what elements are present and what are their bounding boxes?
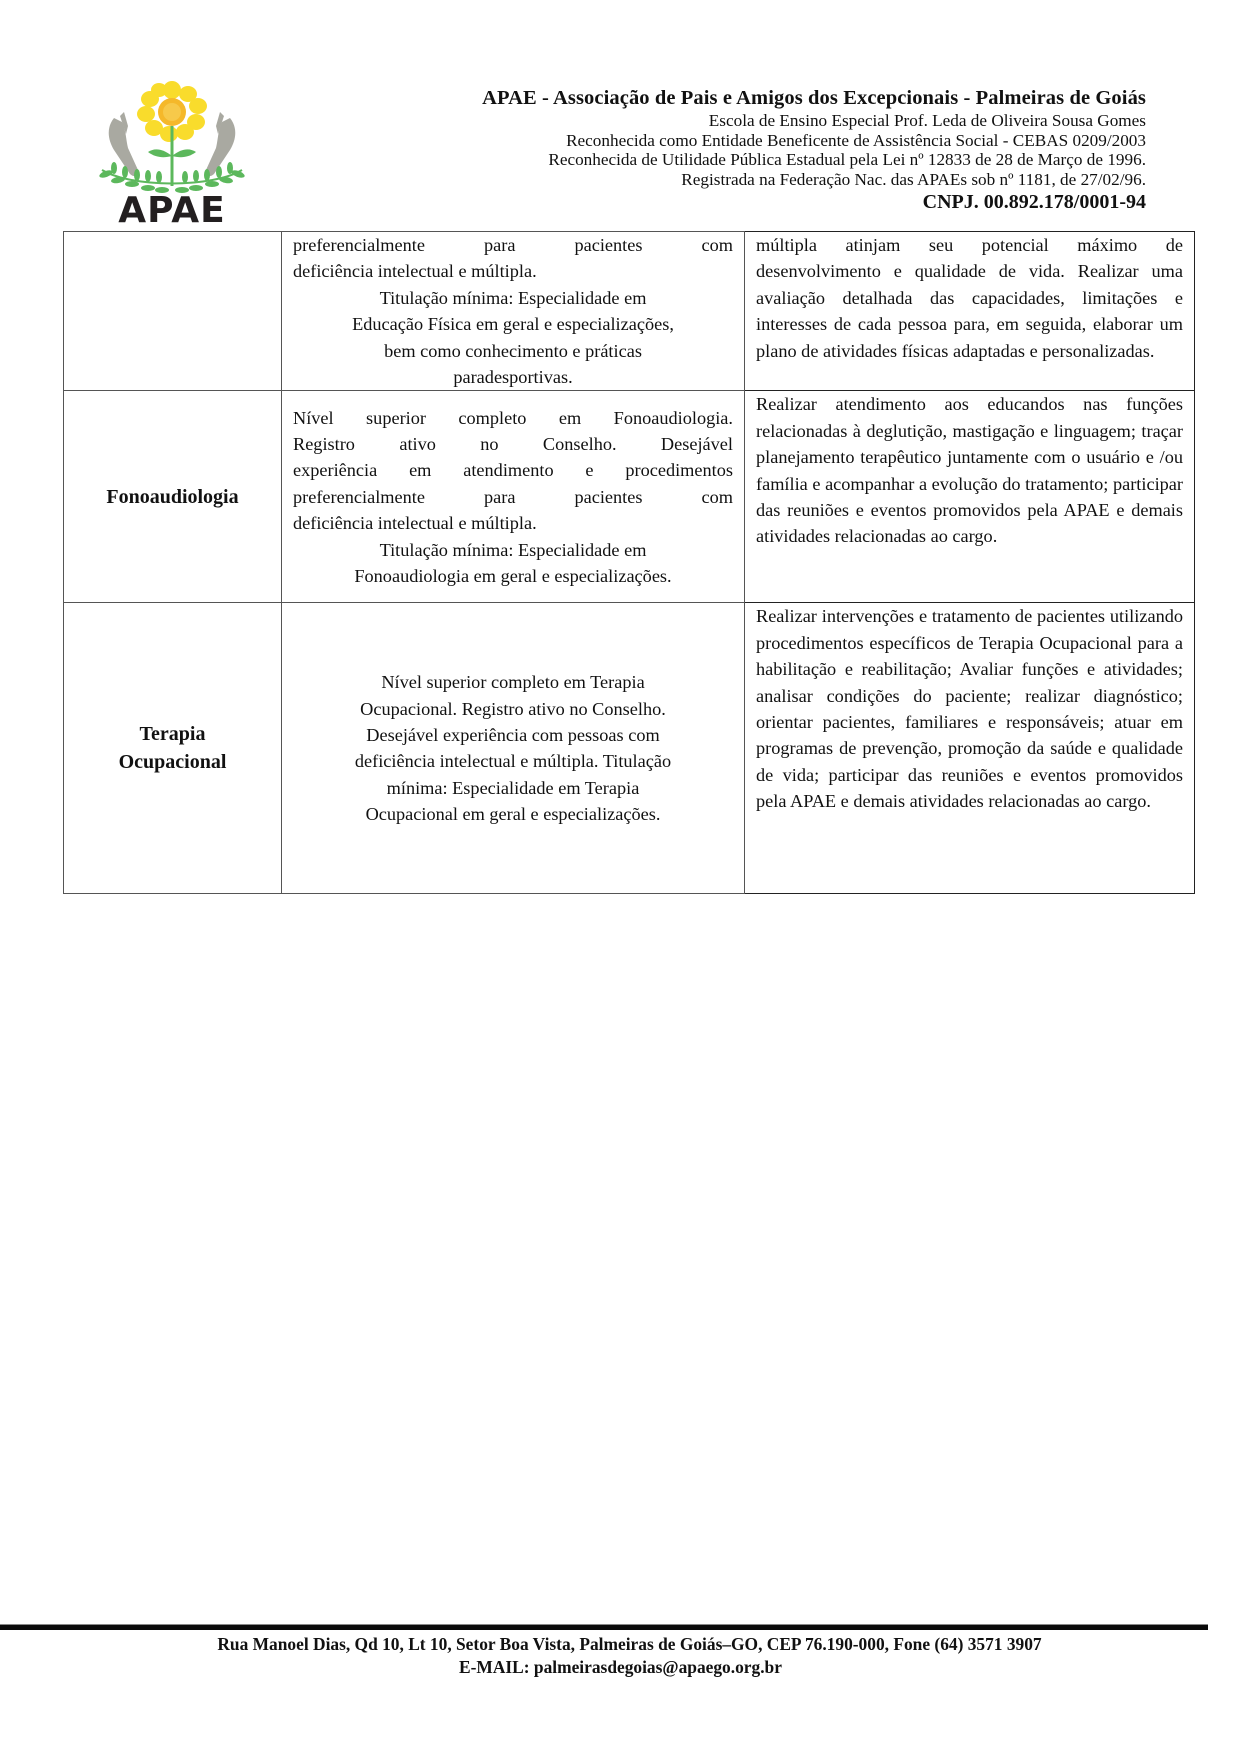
requirement-line: deficiência intelectual e múltipla. xyxy=(293,261,537,282)
requirement-line: Fonoaudiologia em geral e especializações. xyxy=(354,565,672,586)
duties-text: Realizar intervenções e tratamento de pacientes utilizando procedimentos específicos de Terapia Ocupacional para a habilitação e reabilitação; Avaliar funções e atividades; analisar condições do paciente; realizar diagnóstico; orientar pacientes, familiares e responsáveis; atuar em programas de prevenção, promoção da saúde e qualidade de vida; participar das reuniões e eventos promovidos pela APAE e demais atividades relacionadas ao cargo. xyxy=(756,606,1183,812)
table-row xyxy=(64,232,1195,391)
table-row xyxy=(64,391,1195,603)
requirement-line: deficiência intelectual e múltipla. xyxy=(293,513,537,534)
footer-address: Rua Manoel Dias, Qd 10, Lt 10, Setor Boa Vista, Palmeiras de Goiás–GO, CEP 76.190-000, Fone (64) 3571 3907 xyxy=(217,1634,1042,1654)
requirement-line: Desejável experiência com pessoas com xyxy=(366,725,660,746)
svg-text:APAE: APAE xyxy=(118,190,226,226)
cebas-recognition: Reconhecida como Entidade Beneficente de Assistência Social - CEBAS 0209/2003 xyxy=(566,130,1146,150)
requirements-cell xyxy=(282,391,745,603)
role-cell xyxy=(64,232,282,391)
duties-cell xyxy=(745,603,1195,894)
duties-text: Realizar atendimento aos educandos nas funções relacionadas à deglutição, mastigação e linguagem; traçar planejamento terapêutico juntamente com o usuário e /ou família e acompanhar a evolução do tratamento; participar das reuniões e eventos promovidos pela APAE e demais atividades relacionadas ao cargo. xyxy=(756,394,1183,547)
footer-email: E-MAIL: palmeirasdegoias@apaego.org.br xyxy=(459,1657,782,1677)
footer-divider xyxy=(0,1624,1208,1630)
table-row xyxy=(64,603,1195,894)
role-cell xyxy=(64,603,282,894)
duties-text: múltipla atinjam seu potencial máximo de desenvolvimento e qualidade de vida. Realizar uma avaliação detalhada das capacidades, limitações e interesses de cada pessoa para, em seguida, elaborar um plano de atividades físicas adaptadas e personalizadas. xyxy=(756,235,1183,361)
role-cell: Fonoaudiologia xyxy=(64,391,282,603)
letterhead xyxy=(278,86,1146,214)
requirement-line: Nível superior completo em Fonoaudiologia. xyxy=(293,407,733,428)
positions-table xyxy=(63,231,1195,894)
requirement-line: deficiência intelectual e múltipla. Titulação xyxy=(354,751,672,772)
requirement-line: Nível superior completo em Terapia xyxy=(381,672,645,693)
requirements-cell xyxy=(282,232,745,391)
requirement-line: preferencialmente para pacientes com xyxy=(293,235,733,255)
duties-cell xyxy=(745,232,1195,391)
cnpj: CNPJ. 00.892.178/0001-94 xyxy=(922,191,1146,213)
apae-flower-hands-logo-icon xyxy=(92,78,252,226)
requirement-line: Ocupacional. Registro ativo no Conselho. xyxy=(360,698,666,719)
duties-cell xyxy=(745,391,1195,603)
organization-name: APAE - Associação de Pais e Amigos dos Excepcionais - Palmeiras de Goiás xyxy=(482,87,1146,109)
footer xyxy=(0,1633,1241,1679)
school-name: Escola de Ensino Especial Prof. Leda de Oliveira Sousa Gomes xyxy=(708,111,1146,130)
requirement-line: preferencialmente para pacientes com xyxy=(293,486,733,507)
requirement-line: experiência em atendimento e procedimentos xyxy=(293,460,733,481)
requirement-line: Educação Física em geral e especializações, xyxy=(352,314,674,335)
requirement-line: mínima: Especialidade em Terapia xyxy=(386,777,640,798)
requirement-line: bem como conhecimento e práticas xyxy=(384,340,642,361)
requirement-line: paradesportivas. xyxy=(453,367,573,388)
apae-logo xyxy=(92,78,252,226)
role-line: Ocupacional xyxy=(118,751,227,774)
public-utility-recognition: Reconhecida de Utilidade Pública Estadual pela Lei nº 12833 de 28 de Março de 1996. xyxy=(548,150,1146,169)
requirements-cell xyxy=(282,603,745,894)
role-line: Terapia xyxy=(139,723,206,746)
federation-registration: Registrada na Federação Nac. das APAEs sob nº 1181, de 27/02/96. xyxy=(681,169,1146,189)
requirement-line: Titulação mínima: Especialidade em xyxy=(379,287,647,308)
requirement-line: Registro ativo no Conselho. Desejável xyxy=(293,433,733,454)
requirement-line: Ocupacional em geral e especializações. xyxy=(365,804,661,825)
requirement-line: Titulação mínima: Especialidade em xyxy=(379,539,647,560)
